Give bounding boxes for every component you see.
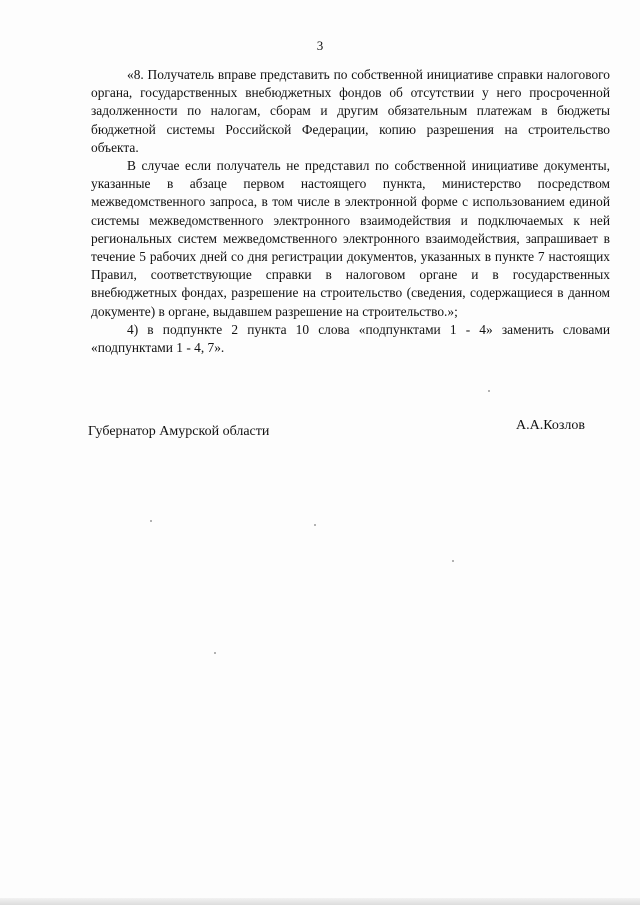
paragraph-request-procedure: В случае если получатель не представил по собственной инициативе документы, указанные в абзаце первом настоящего пункта, министерство посредством межведомственного запроса, в том числе в электронной форме с использованием единой системы межведомственного электронного взаимодействия и подключаемых к ней региональных систем межведомственного электронного взаимодействия, запрашивает в течение 5 рабочих дней со дня регистрации документов, указанных в пункте 7 настоящих Правил, соответствующие справки в налоговом органе и в государственных внебюджетных фондах, разрешение на строительство (сведения, содержащиеся в данном документе) в органе, выдавшем разрешение на строительство.»; bbox=[91, 158, 610, 319]
page-bottom-edge bbox=[0, 898, 640, 905]
page-number: 3 bbox=[316, 38, 324, 53]
scan-speck bbox=[314, 524, 316, 526]
signatory-name: А.А.Козлов bbox=[516, 418, 585, 433]
scan-speck bbox=[214, 652, 216, 654]
scan-speck bbox=[150, 520, 152, 522]
scan-speck bbox=[488, 390, 490, 392]
signatory-title: Губернатор Амурской области bbox=[88, 424, 270, 439]
paragraph-amendment-4: 4) в подпункте 2 пункта 10 слова «подпунктами 1 - 4» заменить словами «подпунктами 1 - 4, 7». bbox=[91, 321, 610, 356]
scan-speck bbox=[452, 560, 454, 562]
paragraph-item-8: «8. Получатель вправе представить по собственной инициативе справки налогового органа, государственных внебюджетных фондов об отсутствии у него просроченной задолженности по налогам, сборам и другим обязательным платежам в бюджеты бюджетной системы Российской Федерации, копию разрешения на строительство объекта. bbox=[91, 67, 610, 155]
document-body bbox=[91, 66, 610, 357]
